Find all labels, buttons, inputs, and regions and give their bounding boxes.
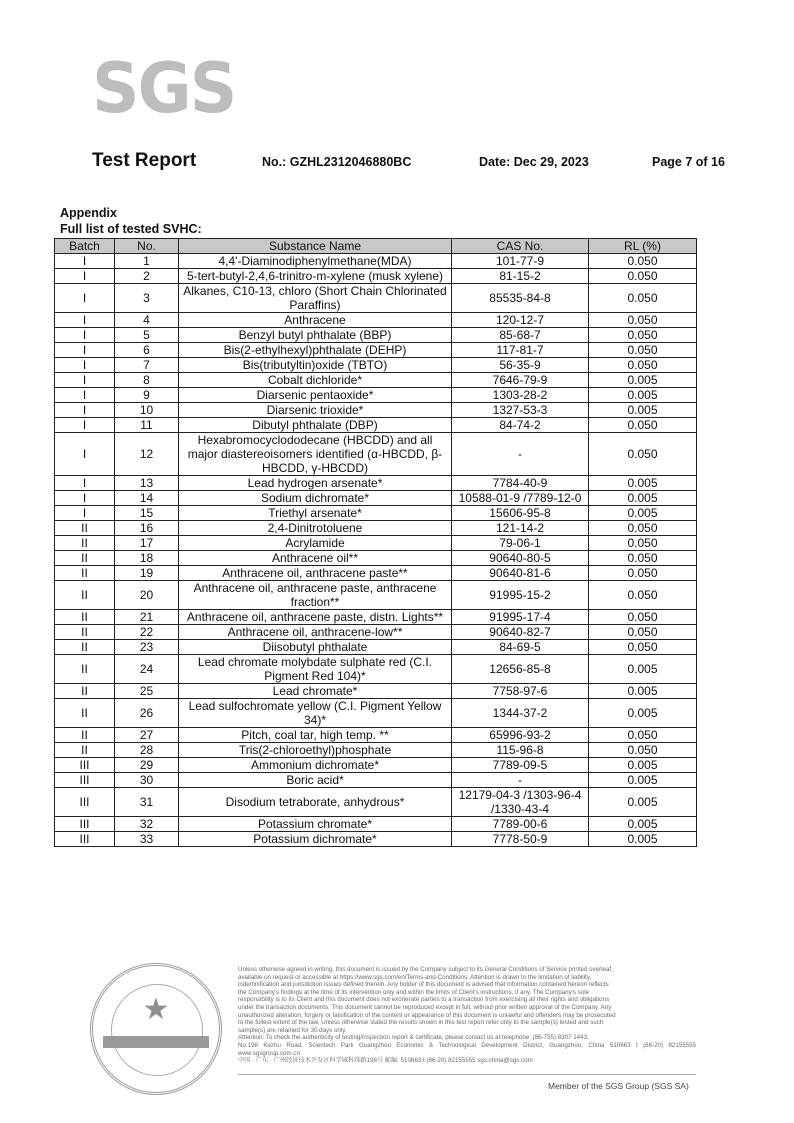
number-cell: 20 <box>115 581 179 610</box>
cas-cell: 12656-85-8 <box>452 655 589 684</box>
substance-cell: Boric acid* <box>179 773 452 788</box>
table-row <box>55 358 697 373</box>
rl-cell: 0.050 <box>589 433 697 476</box>
table-row <box>55 536 697 551</box>
fine-print-line: Attention: To check the authenticity of testing/inspection report & certificate, please contact us at telephone: (86-755) 8307 1443, <box>238 1034 589 1042</box>
report-date: Date: Dec 29, 2023 <box>479 155 589 169</box>
number-cell: 21 <box>115 610 179 625</box>
number-cell: 7 <box>115 358 179 373</box>
batch-cell: I <box>55 476 115 491</box>
number-cell: 6 <box>115 343 179 358</box>
rl-cell: 0.050 <box>589 566 697 581</box>
cas-cell: 1344-37-2 <box>452 699 589 728</box>
table-row <box>55 373 697 388</box>
substance-cell: Disodium tetraborate, anhydrous* <box>179 788 452 817</box>
seal-star-icon: ★ <box>142 993 170 1026</box>
substance-cell: Anthracene oil, anthracene paste, distn. Lights** <box>179 610 452 625</box>
sgs-logo: SGS <box>92 48 236 129</box>
rl-cell: 0.005 <box>589 491 697 506</box>
table-row <box>55 832 697 847</box>
table-body <box>55 254 697 847</box>
substance-cell: Ammonium dichromate* <box>179 758 452 773</box>
table-row <box>55 254 697 269</box>
fine-print-line: unauthorized alteration, forgery or falsification of the content or appearance of this document is unlawful and offenders may be prosecuted <box>238 1011 616 1019</box>
number-cell: 13 <box>115 476 179 491</box>
table-row <box>55 640 697 655</box>
substance-cell: Diarsenic trioxide* <box>179 403 452 418</box>
table-row <box>55 521 697 536</box>
batch-cell: II <box>55 743 115 758</box>
batch-cell: I <box>55 358 115 373</box>
number-cell: 16 <box>115 521 179 536</box>
footer-divider <box>238 1074 696 1075</box>
substance-cell: 4,4'-Diaminodiphenylmethane(MDA) <box>179 254 452 269</box>
rl-cell: 0.005 <box>589 373 697 388</box>
number-cell: 2 <box>115 269 179 284</box>
substance-cell: Cobalt dichloride* <box>179 373 452 388</box>
seal-band <box>103 1036 209 1048</box>
column-header-batch: Batch <box>55 239 115 254</box>
substance-cell: Anthracene oil, anthracene-low** <box>179 625 452 640</box>
page-indicator: Page 7 of 16 <box>652 155 725 169</box>
number-cell: 28 <box>115 743 179 758</box>
fine-print-line: the Company's findings at the time of its intervention only and within the limits of Client's instructions, if any. The Company's sole <box>238 988 590 996</box>
cas-cell: 121-14-2 <box>452 521 589 536</box>
table-row <box>55 433 697 476</box>
substance-cell: Anthracene oil, anthracene paste, anthracene fraction** <box>179 581 452 610</box>
rl-cell: 0.005 <box>589 788 697 817</box>
table-row <box>55 758 697 773</box>
table-row <box>55 418 697 433</box>
substance-cell: Anthracene <box>179 313 452 328</box>
company-seal <box>90 963 222 1095</box>
substance-cell: 2,4-Dinitrotoluene <box>179 521 452 536</box>
rl-cell: 0.005 <box>589 758 697 773</box>
fine-print-line: Unless otherwise agreed in writing, this document is issued by the Company subject to its General Conditions of Service printed overleaf, <box>238 966 613 973</box>
rl-cell: 0.050 <box>589 625 697 640</box>
rl-cell: 0.050 <box>589 581 697 610</box>
number-cell: 11 <box>115 418 179 433</box>
cas-cell: 7646-79-9 <box>452 373 589 388</box>
cas-cell: 117-81-7 <box>452 343 589 358</box>
substance-cell: Hexabromocyclododecane (HBCDD) and all major diastereoisomers identified (α-HBCDD, β-HBCDD, γ-HBCDD) <box>179 433 452 476</box>
number-cell: 10 <box>115 403 179 418</box>
substance-cell: Lead sulfochromate yellow (C.I. Pigment Yellow 34)* <box>179 699 452 728</box>
rl-cell: 0.050 <box>589 743 697 758</box>
cas-cell: 91995-15-2 <box>452 581 589 610</box>
rl-cell: 0.050 <box>589 269 697 284</box>
fine-print-line: 中国 · 广东 · 广州经济技术开发区科学城科珠路198号 邮编: 510663 t (86-20) 82155555 sgs.china@sgs.com <box>238 1057 533 1065</box>
fine-print-line: responsibility is to its Client and this document does not exonerate parties to a transaction from exercising all their rights and obligations <box>238 996 610 1004</box>
rl-cell: 0.050 <box>589 521 697 536</box>
batch-cell: II <box>55 536 115 551</box>
cas-cell: 90640-82-7 <box>452 625 589 640</box>
batch-cell: II <box>55 610 115 625</box>
substance-cell: 5-tert-butyl-2,4,6-trinitro-m-xylene (musk xylene) <box>179 269 452 284</box>
fine-print-line: available on request or accessible at https://www.sgs.com/en/Terms-and-Conditions. Attention is drawn to the limitation of liability, <box>238 973 592 981</box>
batch-cell: I <box>55 328 115 343</box>
cas-cell: 81-15-2 <box>452 269 589 284</box>
cas-cell: 101-77-9 <box>452 254 589 269</box>
batch-cell: I <box>55 388 115 403</box>
table-header-row <box>55 239 697 254</box>
number-cell: 30 <box>115 773 179 788</box>
rl-cell: 0.050 <box>589 343 697 358</box>
cas-cell: 1327-53-3 <box>452 403 589 418</box>
table-row <box>55 610 697 625</box>
legal-fine-print <box>238 966 696 1065</box>
number-cell: 19 <box>115 566 179 581</box>
table-row <box>55 491 697 506</box>
number-cell: 32 <box>115 817 179 832</box>
number-cell: 9 <box>115 388 179 403</box>
substance-cell: Acrylamide <box>179 536 452 551</box>
substance-cell: Sodium dichromate* <box>179 491 452 506</box>
batch-cell: III <box>55 788 115 817</box>
svhc-table <box>54 238 697 847</box>
table-row <box>55 343 697 358</box>
table-row <box>55 328 697 343</box>
cas-cell: 7784-40-9 <box>452 476 589 491</box>
substance-cell: Anthracene oil, anthracene paste** <box>179 566 452 581</box>
cas-cell: - <box>452 433 589 476</box>
cas-cell: 12179-04-3 /1303-96-4 /1330-43-4 <box>452 788 589 817</box>
substance-cell: Anthracene oil** <box>179 551 452 566</box>
batch-cell: I <box>55 254 115 269</box>
cas-cell: 65996-93-2 <box>452 728 589 743</box>
table-row <box>55 773 697 788</box>
cas-cell: 7778-50-9 <box>452 832 589 847</box>
table-row <box>55 551 697 566</box>
substance-cell: Dibutyl phthalate (DBP) <box>179 418 452 433</box>
fine-print-line: sample(s) are retained for 30 days only. <box>238 1026 347 1034</box>
table-row <box>55 655 697 684</box>
table-row <box>55 625 697 640</box>
cas-cell: 7789-09-5 <box>452 758 589 773</box>
batch-cell: II <box>55 640 115 655</box>
cas-cell: 90640-80-5 <box>452 551 589 566</box>
report-title: Test Report <box>92 150 197 171</box>
substance-cell: Lead chromate* <box>179 684 452 699</box>
batch-cell: II <box>55 521 115 536</box>
rl-cell: 0.050 <box>589 328 697 343</box>
batch-cell: I <box>55 313 115 328</box>
rl-cell: 0.050 <box>589 418 697 433</box>
batch-cell: III <box>55 817 115 832</box>
rl-cell: 0.050 <box>589 284 697 313</box>
rl-cell: 0.005 <box>589 817 697 832</box>
cas-cell: 85-68-7 <box>452 328 589 343</box>
number-cell: 15 <box>115 506 179 521</box>
batch-cell: II <box>55 551 115 566</box>
batch-cell: II <box>55 728 115 743</box>
table-row <box>55 743 697 758</box>
batch-cell: I <box>55 269 115 284</box>
cas-cell: 84-69-5 <box>452 640 589 655</box>
fine-print-line: No.198 Kezhu Road, Scientech Park Guangzhou Economic & Technological Development District, Guangzhou, China 510663 t (86-20) 82155555 www.sgsgroup.com.cn <box>238 1041 696 1057</box>
number-cell: 26 <box>115 699 179 728</box>
table-row <box>55 817 697 832</box>
report-number: No.: GZHL2312046880BC <box>262 155 412 169</box>
cas-cell: 15606-95-8 <box>452 506 589 521</box>
cas-cell: 7758-97-6 <box>452 684 589 699</box>
table-row <box>55 403 697 418</box>
number-cell: 24 <box>115 655 179 684</box>
cas-cell: 79-06-1 <box>452 536 589 551</box>
substance-cell: Diisobutyl phthalate <box>179 640 452 655</box>
batch-cell: III <box>55 832 115 847</box>
batch-cell: II <box>55 566 115 581</box>
number-cell: 31 <box>115 788 179 817</box>
number-cell: 12 <box>115 433 179 476</box>
column-header-substance: Substance Name <box>179 239 452 254</box>
batch-cell: III <box>55 758 115 773</box>
number-cell: 14 <box>115 491 179 506</box>
table-row <box>55 581 697 610</box>
rl-cell: 0.005 <box>589 476 697 491</box>
table-row <box>55 788 697 817</box>
cas-cell: 1303-28-2 <box>452 388 589 403</box>
batch-cell: I <box>55 284 115 313</box>
table-row <box>55 699 697 728</box>
table-row <box>55 284 697 313</box>
substance-cell: Alkanes, C10-13, chloro (Short Chain Chlorinated Paraffins) <box>179 284 452 313</box>
batch-cell: I <box>55 403 115 418</box>
cas-cell: 115-96-8 <box>452 743 589 758</box>
rl-cell: 0.005 <box>589 403 697 418</box>
cas-cell: 90640-81-6 <box>452 566 589 581</box>
rl-cell: 0.050 <box>589 358 697 373</box>
fine-print-line: indemnification and jurisdiction issues defined therein. Any holder of this document is advised that information contained hereon reflects <box>238 981 609 989</box>
batch-cell: II <box>55 655 115 684</box>
rl-cell: 0.050 <box>589 728 697 743</box>
rl-cell: 0.005 <box>589 832 697 847</box>
number-cell: 22 <box>115 625 179 640</box>
number-cell: 5 <box>115 328 179 343</box>
number-cell: 8 <box>115 373 179 388</box>
rl-cell: 0.050 <box>589 313 697 328</box>
batch-cell: I <box>55 343 115 358</box>
rl-cell: 0.050 <box>589 610 697 625</box>
sgs-member-note: Member of the SGS Group (SGS SA) <box>548 1081 689 1091</box>
batch-cell: III <box>55 773 115 788</box>
rl-cell: 0.005 <box>589 506 697 521</box>
substance-cell: Diarsenic pentaoxide* <box>179 388 452 403</box>
cas-cell: - <box>452 773 589 788</box>
number-cell: 3 <box>115 284 179 313</box>
number-cell: 18 <box>115 551 179 566</box>
number-cell: 29 <box>115 758 179 773</box>
substance-cell: Bis(tributyltin)oxide (TBTO) <box>179 358 452 373</box>
substance-cell: Benzyl butyl phthalate (BBP) <box>179 328 452 343</box>
svhc-list-heading: Full list of tested SVHC: <box>60 222 202 236</box>
batch-cell: I <box>55 418 115 433</box>
cas-cell: 56-35-9 <box>452 358 589 373</box>
substance-cell: Pitch, coal tar, high temp. ** <box>179 728 452 743</box>
rl-cell: 0.005 <box>589 684 697 699</box>
rl-cell: 0.050 <box>589 254 697 269</box>
rl-cell: 0.050 <box>589 536 697 551</box>
rl-cell: 0.005 <box>589 773 697 788</box>
batch-cell: I <box>55 433 115 476</box>
cas-cell: 91995-17-4 <box>452 610 589 625</box>
number-cell: 27 <box>115 728 179 743</box>
cas-cell: 84-74-2 <box>452 418 589 433</box>
rl-cell: 0.050 <box>589 551 697 566</box>
table-row <box>55 684 697 699</box>
batch-cell: I <box>55 373 115 388</box>
substance-cell: Potassium chromate* <box>179 817 452 832</box>
number-cell: 33 <box>115 832 179 847</box>
rl-cell: 0.050 <box>589 640 697 655</box>
substance-cell: Lead hydrogen arsenate* <box>179 476 452 491</box>
substance-cell: Potassium dichromate* <box>179 832 452 847</box>
batch-cell: II <box>55 581 115 610</box>
rl-cell: 0.005 <box>589 388 697 403</box>
column-header-no: No. <box>115 239 179 254</box>
batch-cell: II <box>55 699 115 728</box>
rl-cell: 0.005 <box>589 699 697 728</box>
number-cell: 25 <box>115 684 179 699</box>
fine-print-line: under the transaction documents. This document cannot be reproduced except in full, without prior written approval of the Company. Any <box>238 1003 612 1011</box>
table-row <box>55 566 697 581</box>
cas-cell: 120-12-7 <box>452 313 589 328</box>
substance-cell: Tris(2-chloroethyl)phosphate <box>179 743 452 758</box>
fine-print-line: to the fullest extent of the law. Unless otherwise stated the results shown in this test report refer only to the sample(s) tested and such <box>238 1019 604 1027</box>
substance-cell: Lead chromate molybdate sulphate red (C.I. Pigment Red 104)* <box>179 655 452 684</box>
number-cell: 17 <box>115 536 179 551</box>
batch-cell: II <box>55 625 115 640</box>
batch-cell: I <box>55 506 115 521</box>
substance-cell: Triethyl arsenate* <box>179 506 452 521</box>
number-cell: 4 <box>115 313 179 328</box>
appendix-heading: Appendix <box>60 206 117 220</box>
table-row <box>55 728 697 743</box>
table-row <box>55 506 697 521</box>
batch-cell: I <box>55 491 115 506</box>
cas-cell: 7789-00-6 <box>452 817 589 832</box>
substance-cell: Bis(2-ethylhexyl)phthalate (DEHP) <box>179 343 452 358</box>
number-cell: 1 <box>115 254 179 269</box>
column-header-cas: CAS No. <box>452 239 589 254</box>
cas-cell: 10588-01-9 /7789-12-0 <box>452 491 589 506</box>
column-header-rl: RL (%) <box>589 239 697 254</box>
table-row <box>55 269 697 284</box>
rl-cell: 0.005 <box>589 655 697 684</box>
cas-cell: 85535-84-8 <box>452 284 589 313</box>
table-row <box>55 313 697 328</box>
number-cell: 23 <box>115 640 179 655</box>
table-row <box>55 476 697 491</box>
batch-cell: II <box>55 684 115 699</box>
table-row <box>55 388 697 403</box>
